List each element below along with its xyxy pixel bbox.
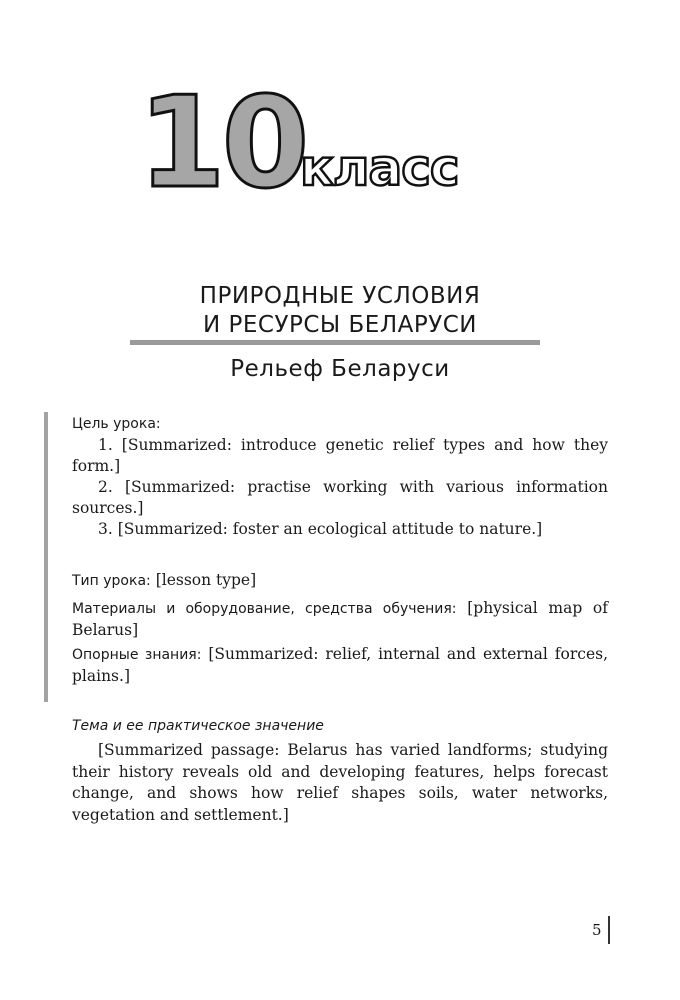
page-number: 5 [592,921,602,939]
theme-heading: Тема и ее практическое значение [72,718,324,734]
section-title-line-1: ПРИРОДНЫЕ УСЛОВИЯ [199,283,481,309]
topic-title: Рельеф Беларуси [230,356,450,382]
materials-value: [physical map of Belarus] [72,599,608,639]
grade-word: класс [300,139,459,197]
theme-paragraph: [Summarized passage: Belarus has varied landforms; studying their history reveals old and developing features, helps forecast change, and shows how relief shapes soils, water networks, vegetation and settlement.] [72,741,608,824]
section-title [100,282,580,340]
goal-item-1: 1. [Summarized: introduce genetic relief types and how they form.] [72,436,608,475]
page-number-rule [608,916,610,944]
knowledge-value: [Summarized: relief, internal and external forces, plains.] [72,645,608,685]
lesson-type-label: Тип урока: [72,573,151,589]
lesson-goals [72,414,608,540]
goal-item-3: 3. [Summarized: foster an ecological attitude to nature.] [98,520,543,538]
grade-number: 10 [138,69,306,216]
section-title-line-2: И РЕСУРСЫ БЕЛАРУСИ [202,312,478,338]
lesson-materials [72,598,608,641]
materials-label: Материалы и оборудование, средства обучения: [72,601,457,617]
lesson-type-value: [lesson type] [155,571,257,589]
knowledge-label: Опорные знания: [72,647,202,663]
lesson-knowledge [72,644,608,687]
lesson-type [72,570,608,592]
title-divider [130,340,540,345]
lesson-info-sidebar-bar [44,412,48,702]
goal-item-2: 2. [Summarized: practise working with various information sources.] [72,478,608,517]
goal-label: Цель урока: [72,416,161,432]
